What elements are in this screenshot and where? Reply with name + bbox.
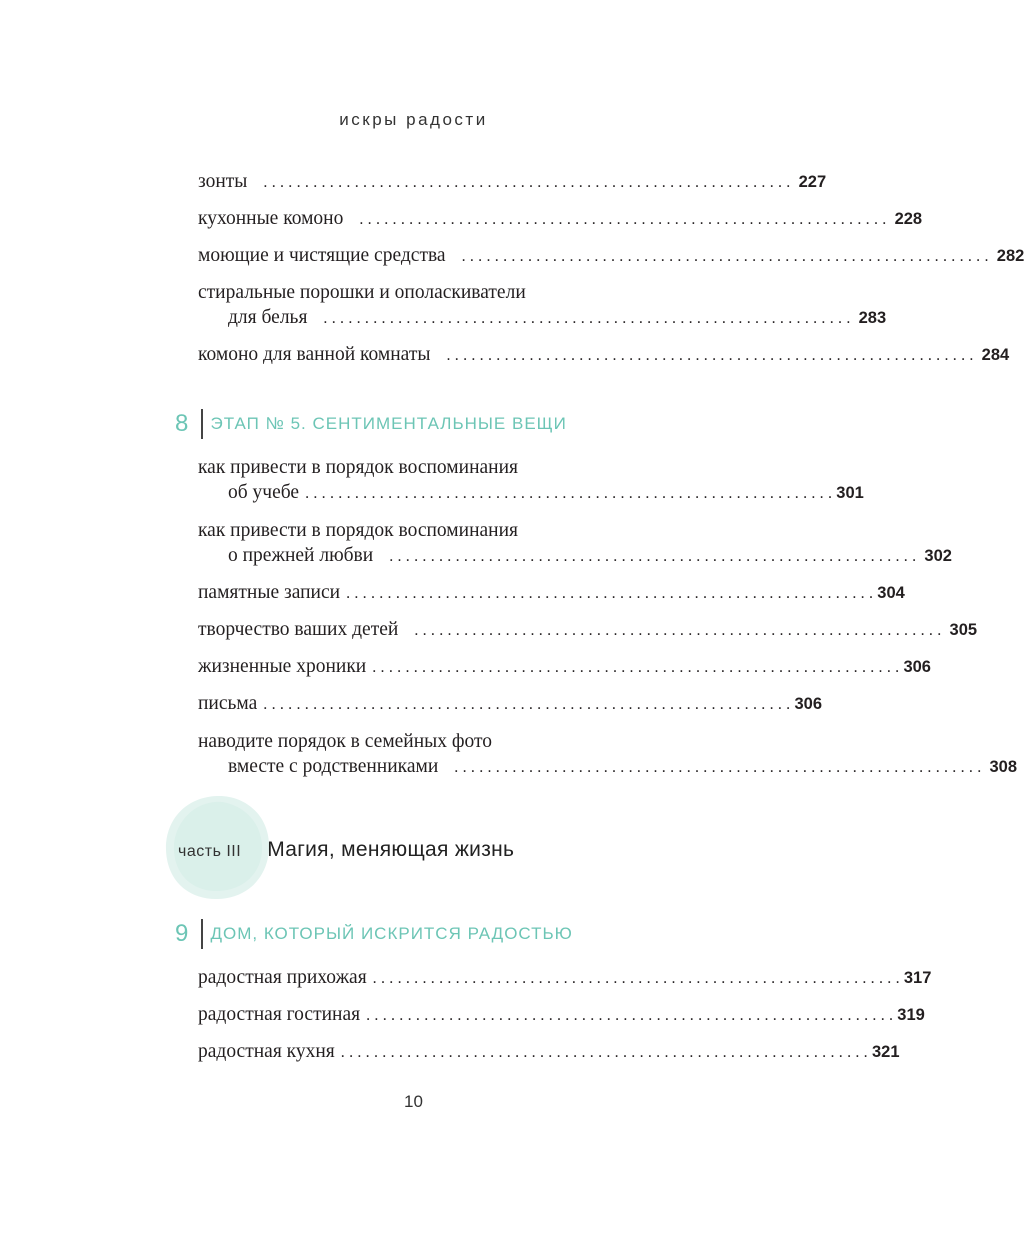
toc-entry bbox=[198, 342, 1010, 368]
leader-dots: ................................................................ bbox=[454, 759, 986, 776]
toc-entry bbox=[198, 280, 887, 331]
running-head: искры радости bbox=[339, 110, 488, 129]
toc-entry-page: 306 bbox=[794, 695, 823, 713]
toc-entry bbox=[198, 580, 905, 606]
toc-entry-page: 302 bbox=[924, 547, 952, 565]
toc-entry bbox=[198, 243, 1024, 269]
toc-entry-text: как привести в порядок воспоминания bbox=[198, 520, 519, 541]
leader-dots: ................................................................ bbox=[446, 347, 978, 364]
toc-entry-text: жизненные хроники bbox=[198, 656, 367, 677]
leader-dots: ................................................................ bbox=[414, 622, 946, 639]
toc-entry-text: письма bbox=[198, 693, 258, 714]
leader-dots: ................................................................ bbox=[461, 248, 993, 265]
toc-entry-text: радостная прихожая bbox=[198, 967, 367, 988]
leader-dots: ................................................................ bbox=[372, 970, 904, 987]
toc-entry bbox=[198, 691, 823, 717]
leader-dots: ................................................................ bbox=[366, 1007, 898, 1024]
toc-entry-text: моющие и чистящие средства bbox=[198, 245, 446, 266]
toc-entry bbox=[198, 169, 827, 195]
part-label: часть III bbox=[178, 843, 242, 860]
toc-entry bbox=[198, 518, 952, 569]
toc-entry-page: 308 bbox=[989, 758, 1018, 776]
toc-entry-text: зонты bbox=[198, 171, 248, 192]
toc-entry-text: наводите порядок в семейных фото bbox=[198, 731, 493, 752]
toc-entry-text: как привести в порядок воспоминания bbox=[198, 457, 519, 478]
chapter-divider bbox=[201, 919, 203, 949]
toc-entry-page: 304 bbox=[877, 584, 905, 602]
part-heading bbox=[178, 838, 514, 862]
chapter-title: ДОМ, КОТОРЫЙ ИСКРИТСЯ РАДОСТЬЮ bbox=[210, 924, 573, 943]
toc-entry-page: 283 bbox=[858, 309, 887, 327]
leader-dots: ................................................................ bbox=[340, 1044, 872, 1061]
toc-entry-page: 319 bbox=[897, 1006, 925, 1024]
page-number: 10 bbox=[404, 1092, 423, 1111]
toc-entry-page: 227 bbox=[798, 173, 827, 191]
leader-dots: ................................................................ bbox=[305, 485, 837, 502]
toc-entry bbox=[198, 206, 923, 232]
toc-entry-text: творчество ваших детей bbox=[198, 619, 399, 640]
toc-entry-page: 306 bbox=[903, 658, 931, 676]
toc-entry bbox=[198, 455, 864, 506]
toc-entry-page: 305 bbox=[949, 621, 978, 639]
chapter-number: 9 bbox=[175, 920, 189, 947]
leader-dots: ................................................................ bbox=[323, 310, 855, 327]
toc-entry-text: памятные записи bbox=[198, 582, 341, 603]
part-title: Магия, меняющая жизнь bbox=[267, 838, 515, 861]
leader-dots: ................................................................ bbox=[263, 696, 795, 713]
toc-entry bbox=[198, 729, 1018, 780]
chapter-title: ЭТАП № 5. СЕНТИМЕНТАЛЬНЫЕ ВЕЩИ bbox=[210, 414, 567, 433]
toc-entry-text: радостная гостиная bbox=[198, 1004, 361, 1025]
toc-entry bbox=[198, 1002, 925, 1028]
toc-entry-text: комоно для ванной комнаты bbox=[198, 344, 431, 365]
toc-entry bbox=[198, 654, 931, 680]
toc-entry bbox=[198, 617, 978, 643]
toc-entry-page: 284 bbox=[981, 346, 1010, 364]
chapter-divider bbox=[201, 409, 203, 439]
toc-entry-page: 301 bbox=[836, 484, 864, 502]
chapter-heading bbox=[175, 919, 573, 949]
toc-entry-page: 228 bbox=[894, 210, 923, 228]
toc-entry-page: 321 bbox=[871, 1043, 900, 1061]
toc-entry-text-cont: о прежней любви bbox=[228, 545, 374, 566]
leader-dots: ................................................................ bbox=[389, 548, 921, 565]
toc-entry-page: 282 bbox=[996, 247, 1024, 265]
leader-dots: ................................................................ bbox=[372, 659, 904, 676]
toc-entry-text: стиральные порошки и ополаскиватели bbox=[198, 282, 526, 303]
chapter-heading bbox=[175, 409, 567, 439]
leader-dots: ................................................................ bbox=[263, 174, 795, 191]
toc-entry bbox=[198, 965, 932, 991]
leader-dots: ................................................................ bbox=[359, 211, 891, 228]
toc-entry-text-cont: об учебе bbox=[228, 482, 300, 503]
toc-entry bbox=[198, 1039, 900, 1065]
toc-entry-text: радостная кухня bbox=[198, 1041, 335, 1062]
toc-entry-text-cont: вместе с родственниками bbox=[228, 756, 439, 777]
leader-dots: ................................................................ bbox=[346, 585, 878, 602]
toc-entry-text-cont: для белья bbox=[228, 307, 308, 328]
chapter-number: 8 bbox=[175, 410, 189, 437]
toc-entry-text: кухонные комоно bbox=[198, 208, 344, 229]
toc-entry-page: 317 bbox=[903, 969, 932, 987]
